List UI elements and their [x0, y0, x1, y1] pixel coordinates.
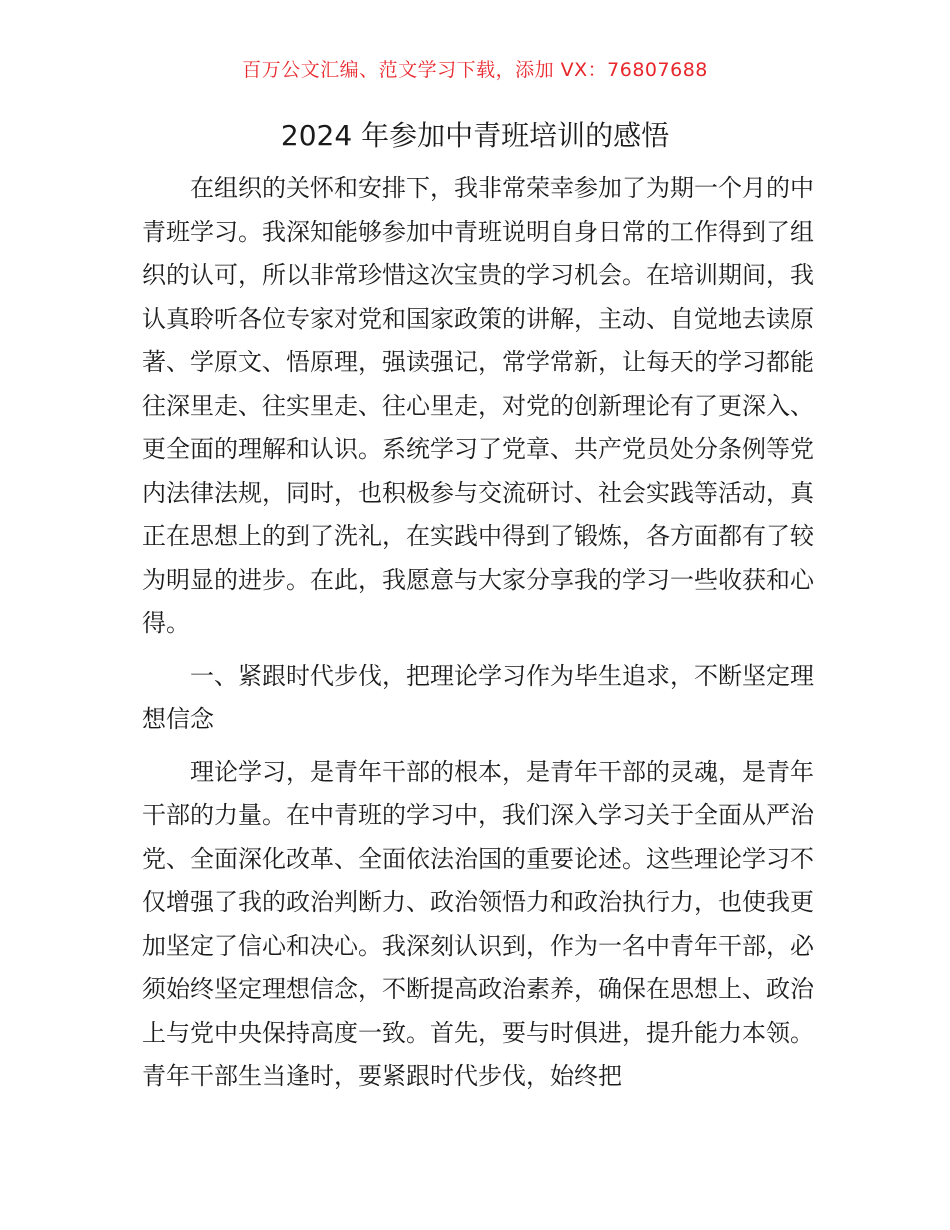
paragraph-gap — [142, 742, 814, 751]
paragraph-theory: 理论学习，是青年干部的根本，是青年干部的灵魂，是青年干部的力量。在中青班的学习中，我们深入学习关于全面从严治党、全面深化改革、全面依法治国的重要论述。这些理论学习不仅增强了我的政治判断力、政治领悟力和政治执行力，也使我更加坚定了信心和决心。我深刻认识到，作为一名中青年干部，必须始终坚定理想信念，不断提高政治素养，确保在思想上、政治上与党中央保持高度一致。首先，要与时俱进，提升能力本领。青年干部生当逢时，要紧跟时代步伐，始终把 — [142, 757, 814, 1090]
paragraph-gap — [142, 646, 814, 655]
promo-banner: 百万公文汇编、范文学习下载，添加 VX：76807688 — [242, 59, 708, 81]
section-heading-1: 一、紧跟时代步伐，把理论学习作为毕生追求，不断坚定理想信念 — [142, 661, 814, 733]
paragraph-intro: 在组织的关怀和安排下，我非常荣幸参加了为期一个月的中青班学习。我深知能够参加中青班说明自身日常的工作得到了组织的认可，所以非常珍惜这次宝贵的学习机会。在培训期间，我认真聆听各位专家对党和国家政策的讲解，主动、自觉地去读原著、学原文、悟原理，强读强记，常学常新，让每天的学习都能往深里走、往实里走、往心里走，对党的创新理论有了更深入、更全面的理解和认识。系统学习了党章、共产党员处分条例等党内法律法规，同时，也积极参与交流研讨、社会实践等活动，真正在思想上的到了洗礼，在实践中得到了锻炼，各方面都有了较为明显的进步。在此，我愿意与大家分享我的学习一些收获和心得。 — [142, 174, 814, 637]
document-title: 2024 年参加中青班培训的感悟 — [280, 119, 670, 152]
document-body — [142, 167, 814, 1099]
